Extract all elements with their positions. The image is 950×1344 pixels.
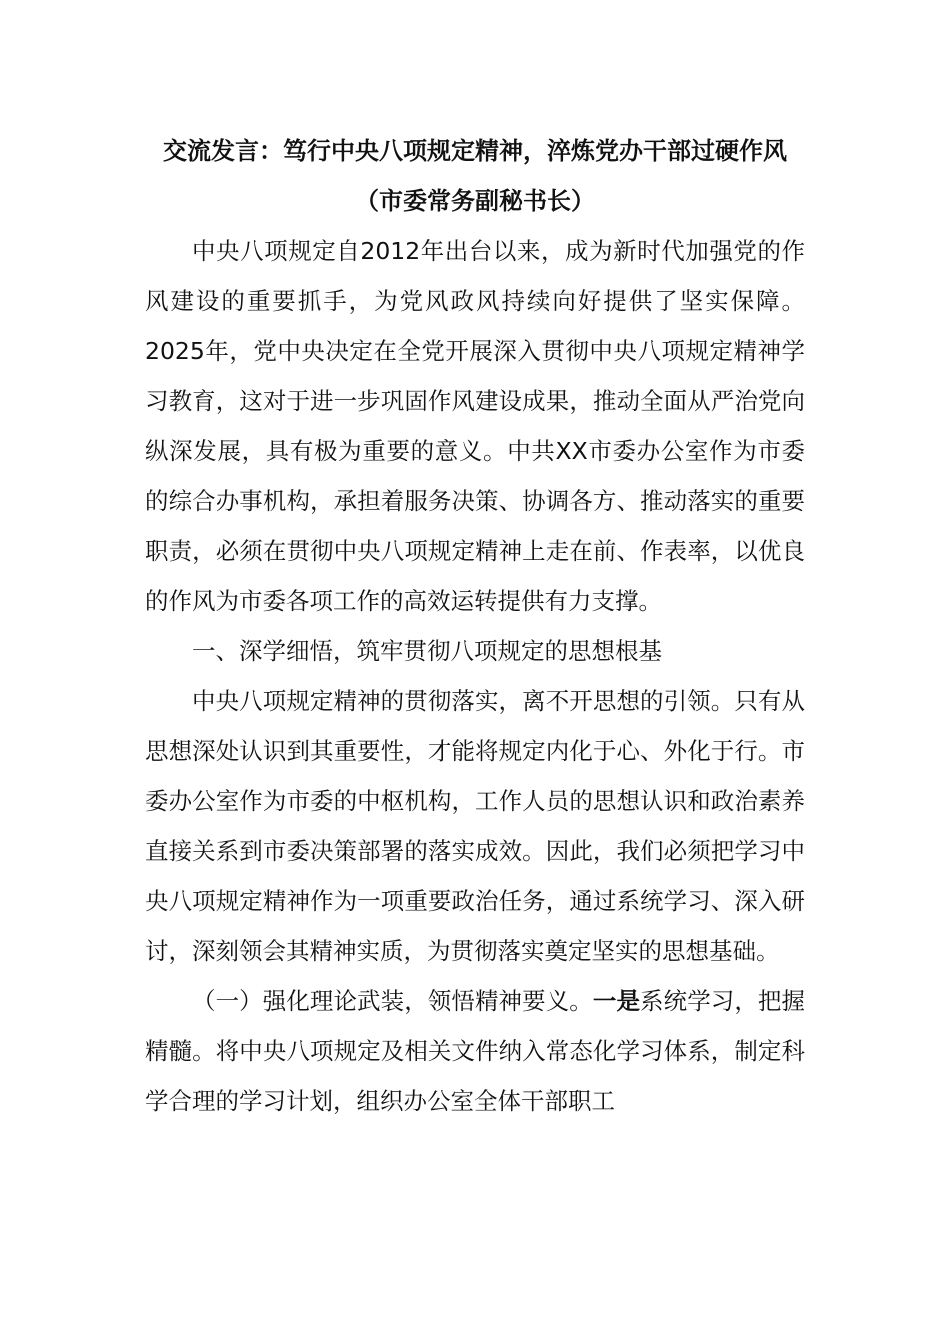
intro-paragraph: 中央八项规定自2012年出台以来，成为新时代加强党的作风建设的重要抓手，为党风政风持续向好提供了坚实保障。2025年，党中央决定在全党开展深入贯彻中央八项规定精神学习教育，这对于进一步巩固作风建设成果，推动全面从严治党向纵深发展，具有极为重要的意义。中共XX市委办公室作为市委的综合办事机构，承担着服务决策、协调各方、推动落实的重要职责，必须在贯彻中央八项规定精神上走在前、作表率，以优良的作风为市委各项工作的高效运转提供有力支撑。 bbox=[145, 237, 805, 615]
section-paragraph: 中央八项规定精神的贯彻落实，离不开思想的引领。只有从思想深处认识到其重要性，才能将规定内化于心、外化于行。市委办公室作为市委的中枢机构，工作人员的思想认识和政治素养直接关系到市委决策部署的落实成效。因此，我们必须把学习中央八项规定精神作为一项重要政治任务，通过系统学习、深入研讨，深刻领会其精神实质，为贯彻落实奠定坚实的思想基础。 bbox=[145, 687, 805, 965]
subsection-text: 系统学习，把握精髓。将中央八项规定及相关文件纳入常态化学习体系，制定科学合理的学习计划，组织办公室全体干部职工 bbox=[145, 987, 806, 1115]
bold-lead: 一是 bbox=[592, 987, 641, 1015]
section-heading: 一、深学细悟，筑牢贯彻八项规定的思想根基 bbox=[192, 637, 662, 665]
subsection-paragraph bbox=[145, 976, 805, 1126]
document-title: 交流发言：笃行中央八项规定精神，淬炼党办干部过硬作风（市委常务副秘书长） bbox=[163, 137, 787, 215]
document-body bbox=[145, 126, 805, 1126]
subsection-heading: （一）强化理论武装，领悟精神要义。 bbox=[192, 987, 593, 1015]
